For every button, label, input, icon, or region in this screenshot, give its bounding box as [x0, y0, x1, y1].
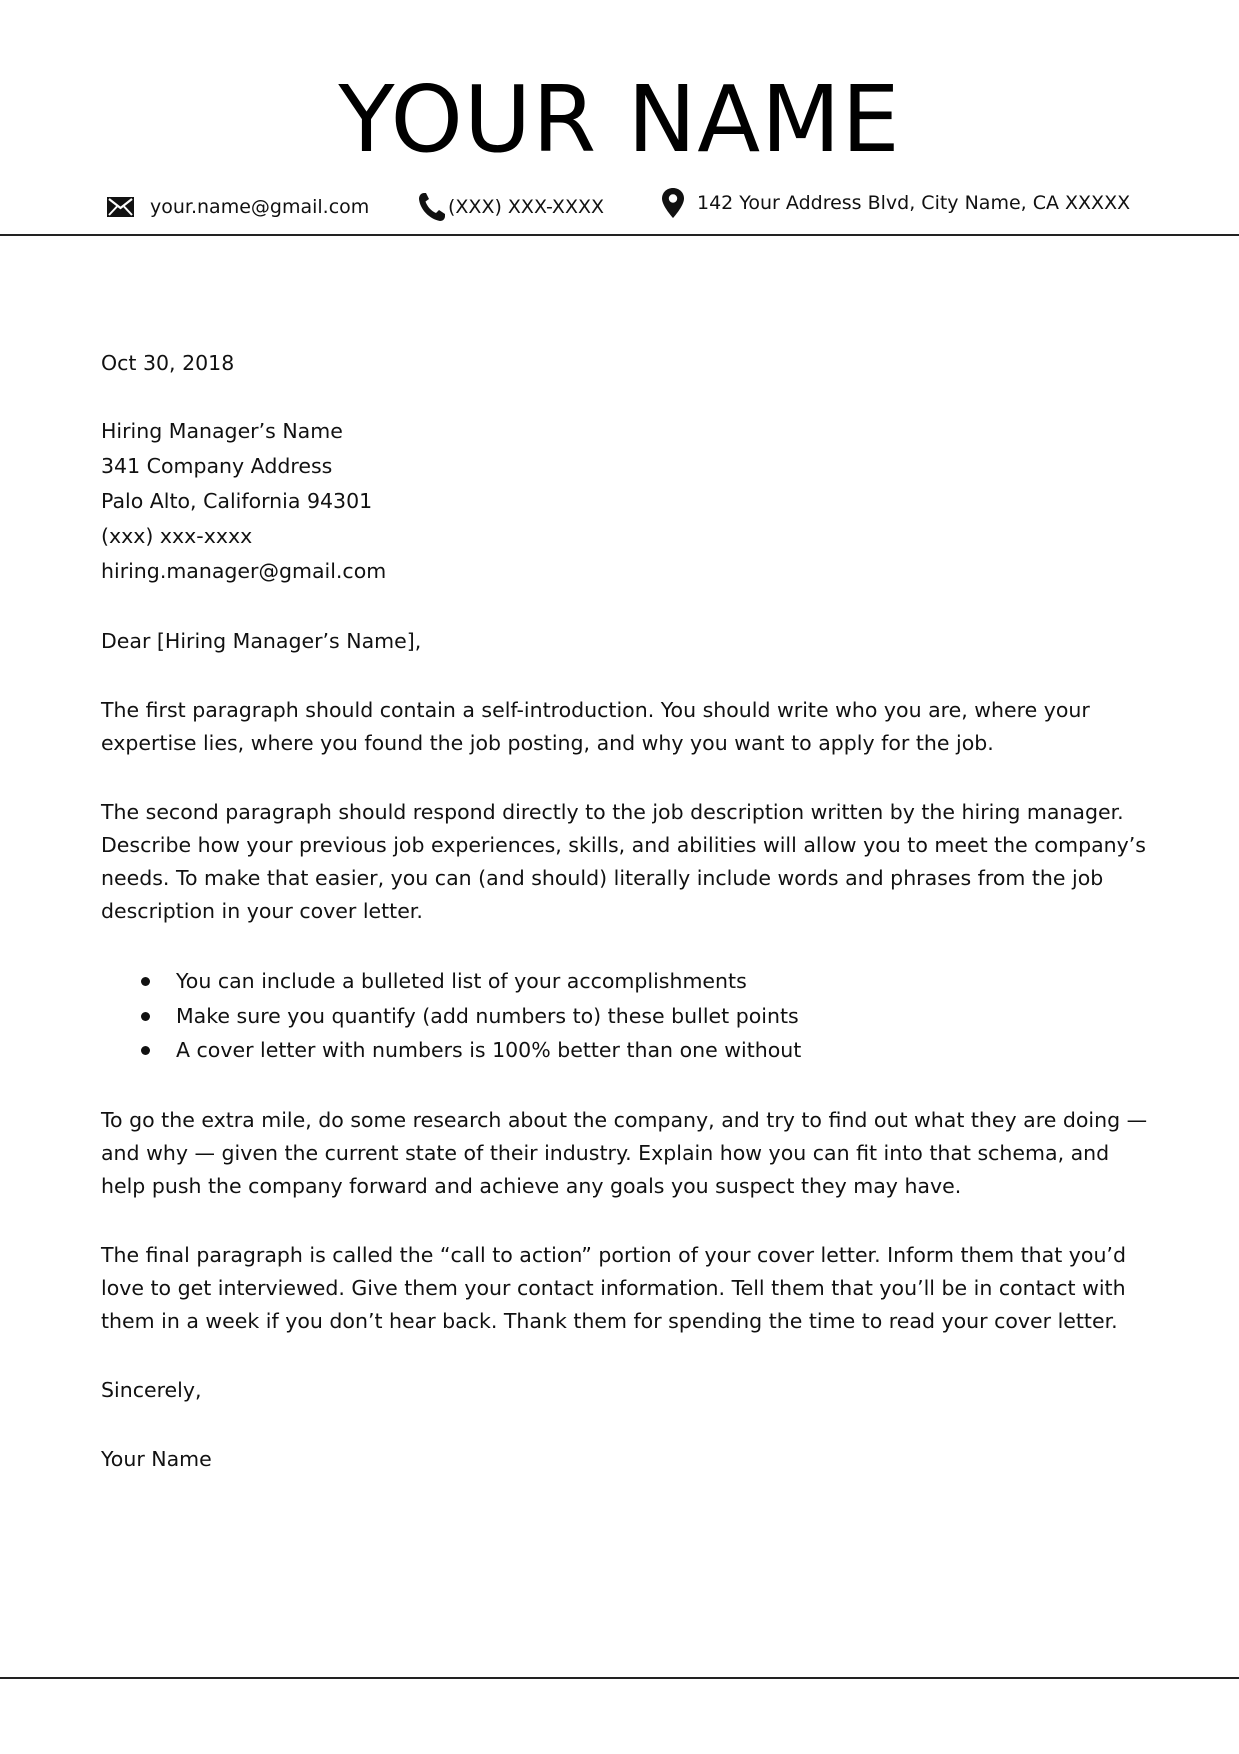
envelope-icon	[107, 197, 134, 217]
contact-email[interactable]	[107, 190, 369, 224]
closing: Sincerely,	[101, 1377, 202, 1402]
salutation: Dear [Hiring Manager’s Name],	[101, 629, 422, 653]
signature: Your Name	[101, 1446, 212, 1471]
recipient-email: hiring.manager@gmail.com	[101, 559, 387, 583]
letter-body	[101, 347, 1151, 1512]
list-item	[101, 964, 1151, 999]
recipient-block	[101, 414, 1151, 589]
list-item	[101, 1033, 1151, 1068]
phone-text: (XXX) XXX-XXXX	[448, 196, 604, 218]
list-item	[101, 999, 1151, 1034]
paragraph-research: To go the extra mile, do some research about the company, and try to find out what they are doing — and why — given the current state of their industry. Explain how you can fit into that schema, and help push the company forward and achieve any goals you suspect they may have.	[101, 1107, 1148, 1198]
contact-info-bar	[0, 190, 1239, 224]
email-text: your.name@gmail.com	[150, 196, 370, 218]
list-item-text: Make sure you quantify (add numbers to) these bullet points	[176, 1003, 799, 1028]
recipient-city: Palo Alto, California 94301	[101, 489, 373, 513]
bullet-icon	[141, 1046, 150, 1055]
applicant-name-heading: YOUR NAME	[338, 66, 901, 173]
address-text: 142 Your Address Blvd, City Name, CA XXXXX	[697, 192, 1131, 214]
recipient-name: Hiring Manager’s Name	[101, 419, 343, 443]
list-item-text: A cover letter with numbers is 100% better than one without	[176, 1038, 802, 1062]
bullet-icon	[141, 1012, 150, 1021]
recipient-phone: (xxx) xxx-xxxx	[101, 524, 253, 548]
bullet-icon	[141, 977, 150, 986]
paragraph-intro: The first paragraph should contain a self-introduction. You should write who you are, where your expertise lies, where you found the job posting, and why you want to apply for the job.	[101, 698, 1090, 755]
paragraph-job-fit: The second paragraph should respond directly to the job description written by the hiring manager. Describe how your previous job experiences, skills, and abilities will allow you to meet the company’s needs. To make that easier, you can (and should) literally include words and phrases from the job description in your cover letter.	[101, 800, 1146, 923]
footer-divider	[0, 1677, 1239, 1679]
header-divider	[0, 234, 1239, 236]
list-item-text: You can include a bulleted list of your accomplishments	[176, 969, 747, 993]
accomplishments-list	[101, 964, 1151, 1068]
contact-phone[interactable]	[418, 190, 604, 224]
location-pin-icon	[661, 187, 685, 219]
phone-icon	[418, 192, 446, 222]
paragraph-call-to-action: The final paragraph is called the “call to action” portion of your cover letter. Inform them that you’d love to get interviewed. Give them your contact information. Tell them that you’ll be in contact with them in a week if you don’t hear back. Thank them for spending the time to read your cover letter.	[101, 1242, 1126, 1333]
contact-address[interactable]	[661, 186, 1130, 220]
recipient-street: 341 Company Address	[101, 454, 333, 478]
letter-date: Oct 30, 2018	[101, 351, 235, 375]
